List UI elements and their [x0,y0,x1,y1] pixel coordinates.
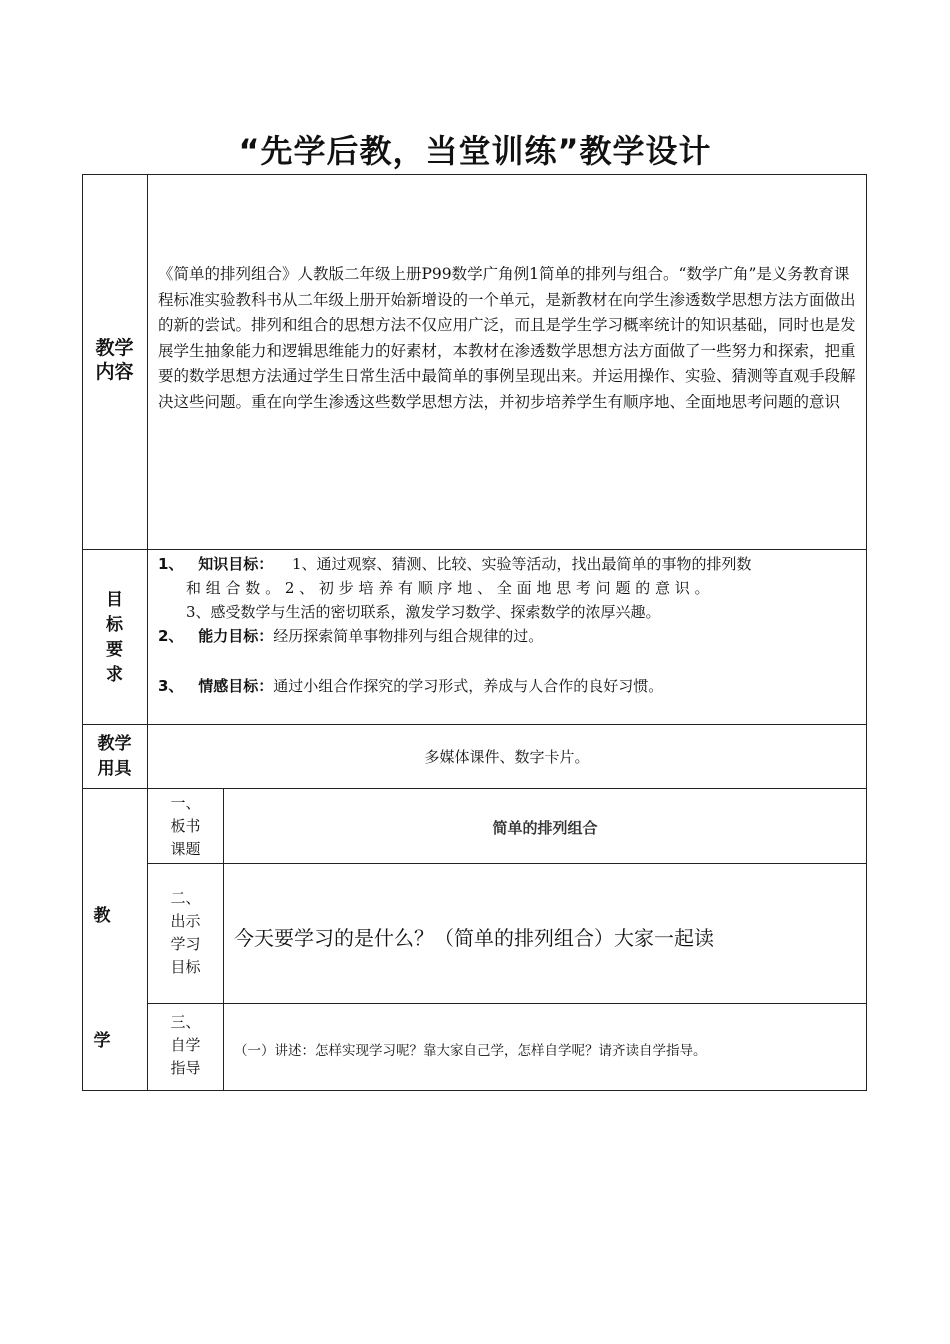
goal-text: 通过小组合作探究的学习形式，养成与人合作的良好习惯。 [273,677,664,695]
step-label-line: 学习 [170,935,201,953]
step-label-line: 三、 [170,1013,201,1031]
teaching-label-bottom: 学 [93,1031,111,1051]
goal-name: 情感目标： [198,677,274,695]
step-label [148,1011,223,1080]
goal-item-ability [158,624,860,648]
step-label-line: 一、 [170,794,201,812]
goal-text: 3、感受数学与生活的密切联系，激发学习数学、探索数学的浓厚兴趣。 [186,603,661,621]
content-text: 《简单的排列组合》人教版二年级上册P99数学广角例1简单的排列与组合。“数学广角”是义务教育课程标准实验教科书从二年级上册开始新增设的一个单元，是新教材在向学生渗透数学思想方法方面做出的新的尝试。排列和组合的思想方法不仅应用广泛，而且是学生学习概率统计的知识基础，同时也是发展学生抽象能力和逻辑思维能力的好素材，本教材在渗透数学思想方法方面做了一些努力和探索，把重要的数学思想方法通过学生日常生活中最简单的事例呈现出来。并运用操作、实验、猜测等直观手段解决这些问题。重在向学生渗透这些数学思想方法，并初步培养学生有顺序地、全面地思考问题的意识 [158,265,856,411]
goal-text: 1、通过观察、猜测、比较、实验等活动，找出最简单的事物的排列数 [292,555,752,573]
goals-label-char: 要 [106,640,123,660]
goal-text: 和 组 合 数 。 2 、 初 步 培 养 有 顺 序 地 、 全 面 地 思 考 问 题 的 意 识 。 [186,579,710,597]
step-label-line: 指导 [170,1059,201,1077]
goal-text-line [158,600,860,624]
tools-text: 多媒体课件、数字卡片。 [424,748,590,766]
goal-number: 1、 [158,555,184,573]
goals-label-char: 目 [106,590,123,610]
goal-item-emotion [158,674,860,698]
document-title: “先学后教，当堂训练”教学设计 [238,132,712,170]
step-label-line: 板书 [170,817,201,835]
goal-number: 3、 [158,677,184,695]
step-label [148,792,223,861]
teaching-label-top: 教 [93,906,111,926]
content-label-line: 教学 [95,337,134,359]
tools-label [82,732,147,782]
step-label-line: 出示 [170,912,201,930]
board-title-text: 简单的排列组合 [492,819,598,837]
step-label-line: 目标 [170,958,201,976]
row-divider [82,724,867,725]
lesson-plan-table [82,174,867,1091]
self-study-text: （一）讲述：怎样实现学习呢？靠大家自己学，怎样自学呢？请齐读自学指导。 [234,1043,707,1059]
goals-label-char: 标 [106,615,123,635]
objective-text: 今天要学习的是什么？（简单的排列组合）大家一起读 [234,926,714,950]
step-label-line: 自学 [170,1036,201,1054]
goal-name: 能力目标： [198,627,274,645]
row-divider [82,788,867,789]
table-border-right [866,174,867,1091]
goals-label-char: 求 [106,665,123,685]
row-divider [147,863,867,864]
row-divider [82,549,867,550]
row-divider [147,1003,867,1004]
goal-text: 经历探索简单事物排列与组合规律的过。 [273,627,544,645]
step-label-line: 二、 [170,889,201,907]
table-border-top [82,174,867,175]
step-label [148,887,223,979]
goals-list [158,552,860,698]
goals-label [82,588,147,688]
tools-label-line: 教学 [97,734,132,754]
step-label-line: 课题 [170,840,201,858]
goal-text-line [158,576,860,600]
goal-item-knowledge [158,552,860,576]
content-label-line: 内容 [95,361,134,383]
tools-label-line: 用具 [97,759,132,779]
goal-name: 知识目标： [198,555,274,573]
content-label [82,336,147,384]
table-border-bottom [82,1090,867,1091]
goal-number: 2、 [158,627,184,645]
